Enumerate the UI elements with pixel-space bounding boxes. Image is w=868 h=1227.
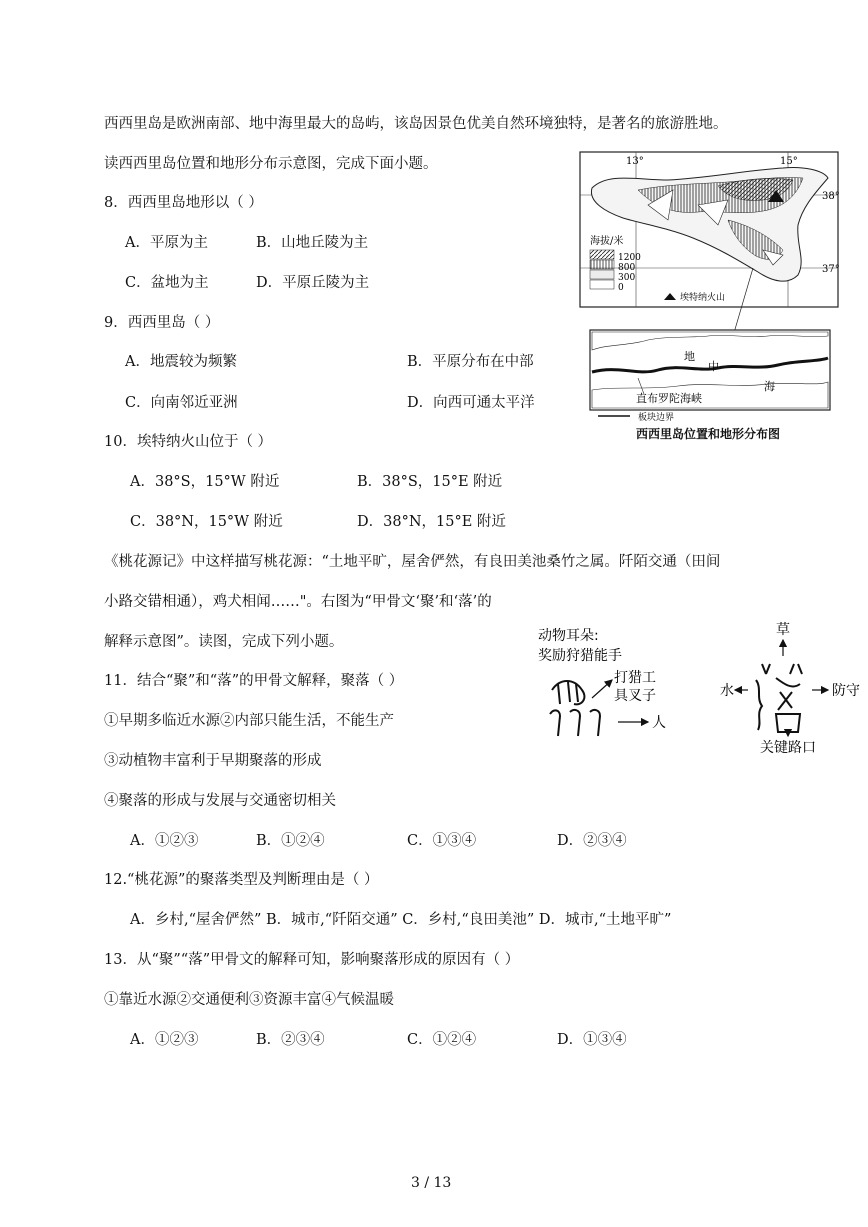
key-road-label: 关键路口 <box>760 740 816 756</box>
q8-option-d[interactable]: D．平原丘陵为主 <box>256 275 370 291</box>
q13-option-c[interactable]: C．①②④ <box>407 1032 477 1048</box>
lat-38-label: 38° <box>822 191 840 202</box>
q12-options[interactable]: A．乡村,“屋舍俨然” B．城市,“阡陌交通” C．乡村,“良田美池” D．城市,“土地平旷” <box>130 912 672 928</box>
map-caption: 西西里岛位置和地形分布图 <box>636 427 781 441</box>
q11-stem: 11．结合“聚”和“落”的甲骨文解释，聚落（ ） <box>104 673 404 689</box>
q8-option-c[interactable]: C．盆地为主 <box>125 275 209 291</box>
hunt-tool-label-2: 具叉子 <box>614 688 656 704</box>
q13-stem: 13．从“聚”“落”甲骨文的解释可知，影响聚落形成的原因有（ ） <box>104 952 520 968</box>
inset-label-zhong: 中 <box>708 360 719 373</box>
grass-label: 草 <box>776 622 790 638</box>
q8-option-b[interactable]: B．山地丘陵为主 <box>256 235 369 251</box>
q9-stem: 9．西西里岛（ ） <box>104 315 220 331</box>
passage2-line-3: 解释示意图”。读图，完成下列小题。 <box>104 634 344 650</box>
strait-label: 直布罗陀海峡 <box>636 392 702 405</box>
boundary-legend-label: 板块边界 <box>638 413 675 423</box>
legend-800: 800 <box>618 263 636 273</box>
q11-option-d[interactable]: D．②③④ <box>557 833 627 849</box>
legend-volcano-label: 埃特纳火山 <box>680 293 726 303</box>
passage2-line-1: 《桃花源记》中这样描写桃花源：“土地平旷，屋舍俨然，有良田美池桑竹之属。阡陌交通（田间 <box>104 554 721 570</box>
lon-15-label: 15° <box>780 156 798 167</box>
q9-option-b[interactable]: B．平原分布在中部 <box>407 354 534 370</box>
inset-label-di: 地 <box>684 350 695 363</box>
q9-option-d[interactable]: D．向西可通太平洋 <box>407 395 535 411</box>
page-number: 3 / 13 <box>411 1175 452 1191</box>
q11-option-a[interactable]: A．①②③ <box>130 833 199 849</box>
water-label: 水 <box>720 683 734 699</box>
sicily-map-figure <box>578 150 840 430</box>
q11-option-b[interactable]: B．①②④ <box>256 833 325 849</box>
q8-option-a[interactable]: A．平原为主 <box>125 235 208 251</box>
legend-1200: 1200 <box>618 253 641 263</box>
legend-0: 0 <box>618 283 624 293</box>
q13-statements: ①靠近水源②交通便利③资源丰富④气候温暖 <box>104 992 394 1008</box>
legend-300: 300 <box>618 273 636 283</box>
q10-stem: 10．埃特纳火山位于（ ） <box>104 434 273 450</box>
reward-hunter-label: 奖励狩猎能手 <box>538 648 622 664</box>
q9-option-a[interactable]: A．地震较为频繁 <box>125 354 237 370</box>
oracle-ju-glyph <box>550 681 600 736</box>
legend-title: 海拔/米 <box>590 236 624 247</box>
q13-option-d[interactable]: D．①③④ <box>557 1032 627 1048</box>
q10-option-b[interactable]: B．38°S，15°E 附近 <box>357 474 503 490</box>
defense-label: 防守 <box>832 683 860 699</box>
animal-ear-label: 动物耳朵: <box>538 628 599 644</box>
q10-option-c[interactable]: C．38°N，15°W 附近 <box>130 514 283 530</box>
oracle-bone-figure <box>530 618 860 758</box>
q12-stem: 12.“桃花源”的聚落类型及判断理由是（ ） <box>104 872 379 888</box>
q11-statement-3: ④聚落的形成与发展与交通密切相关 <box>104 793 336 809</box>
q11-option-c[interactable]: C．①③④ <box>407 833 477 849</box>
q8-stem: 8．西西里岛地形以（ ） <box>104 195 263 211</box>
inset-label-hai: 海 <box>764 380 775 393</box>
hunt-tool-label-1: 打猎工 <box>614 670 656 686</box>
lon-13-label: 13° <box>626 156 644 167</box>
q11-statement-2: ③动植物丰富利于早期聚落的形成 <box>104 753 322 769</box>
lat-37-label: 37° <box>822 264 840 275</box>
q10-option-a[interactable]: A．38°S，15°W 附近 <box>130 474 280 490</box>
q13-option-b[interactable]: B．②③④ <box>256 1032 325 1048</box>
intro-line-1: 西西里岛是欧洲南部、地中海里最大的岛屿，该岛因景色优美自然环境独特，是著名的旅游胜地。 <box>104 116 728 132</box>
q11-statement-1: ①早期多临近水源②内部只能生活，不能生产 <box>104 713 394 729</box>
q9-option-c[interactable]: C．向南邻近亚洲 <box>125 395 238 411</box>
q13-option-a[interactable]: A．①②③ <box>130 1032 199 1048</box>
passage2-line-2: 小路交错相通），鸡犬相闻……"。右图为“甲骨文‘聚’和‘落’的 <box>104 594 492 610</box>
oracle-luo-glyph <box>756 664 802 732</box>
person-label: 人 <box>652 715 666 731</box>
q10-option-d[interactable]: D．38°N，15°E 附近 <box>357 514 506 530</box>
intro-line-2: 读西西里岛位置和地形分布示意图，完成下面小题。 <box>104 156 438 172</box>
